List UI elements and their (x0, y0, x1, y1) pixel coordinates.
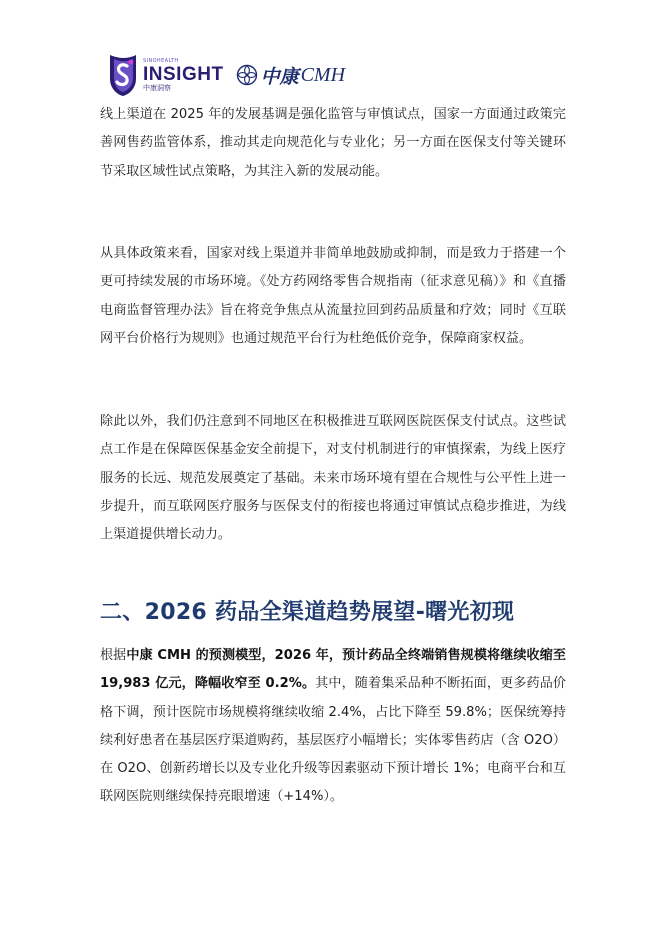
insight-main-text: INSIGHT (143, 63, 224, 85)
insight-cn-text: 中康洞察 (143, 83, 171, 92)
cmh-logo (236, 62, 345, 89)
insight-wordmark (143, 59, 224, 92)
page-header (106, 50, 345, 100)
cmh-flower-icon (236, 64, 258, 86)
forecast-bold-text: 中康 CMH 的预测模型，2026 年，预计药品全终端销售规模将继续收缩至 19,983 亿元，降幅收窄至 0.2%。 (100, 648, 567, 692)
insight-s-mark-icon (106, 53, 140, 97)
insight-logo (106, 53, 224, 97)
paragraph-policy-detail: 从具体政策来看，国家对线上渠道并非简单地鼓励或抑制，而是致力于搭建一个更可持续发展的市场环境。《处方药网络零售合规指南（征求意见稿）》和《直播电商监督管理办法》旨在将竞争焦点从流量拉回到药品质量和疗效；同时《互联网平台价格行为规则》也通过规范平台行为杜绝低价竞争，保障商家权益。 (100, 246, 566, 346)
forecast-rest-text: 其中，随着集采品种不断拓面，更多药品价格下调，预计医院市场规模将继续收缩 2.4%，占比下降至 59.8%；医保统筹持续利好患者在基层医疗渠道购药，基层医疗小幅增长；实体零售药店（含 O2O）在 O2O、创新药增长以及专业化升级等因素驱动下预计增长 1%；电商平台和互联网医院则继续保持亮眼增速（+14%）。 (100, 676, 566, 805)
paragraph-forecast (100, 642, 566, 812)
cmh-cn-text: 中康 (260, 65, 299, 88)
section-heading: 二、2026 药品全渠道趋势展望-曙光初现 (100, 600, 515, 625)
cmh-en-text: CMH (300, 63, 346, 86)
paragraph-online-regulation: 线上渠道在 2025 年的发展基调是强化监管与审慎试点，国家一方面通过政策完善网售药监管体系，推动其走向规范化与专业化；另一方面在医保支付等关键环节采取区域性试点策略，为其注入新的发展动能。 (100, 107, 566, 179)
paragraph-insurance-pilot: 除此以外，我们仍注意到不同地区在积极推进互联网医院医保支付试点。这些试点工作是在保障医保基金安全前提下，对支付机制进行的审慎探索，为线上医疗服务的长远、规范发展奠定了基础。未来市场环境有望在合规性与公平性上进一步提升，而互联网医疗服务与医保支付的衔接也将通过审慎试点稳步推进，为线上渠道提供增长动力。 (100, 414, 566, 543)
insight-sub-text: SINOHEALTH (143, 57, 179, 64)
forecast-lead-text: 根据 (100, 648, 127, 663)
